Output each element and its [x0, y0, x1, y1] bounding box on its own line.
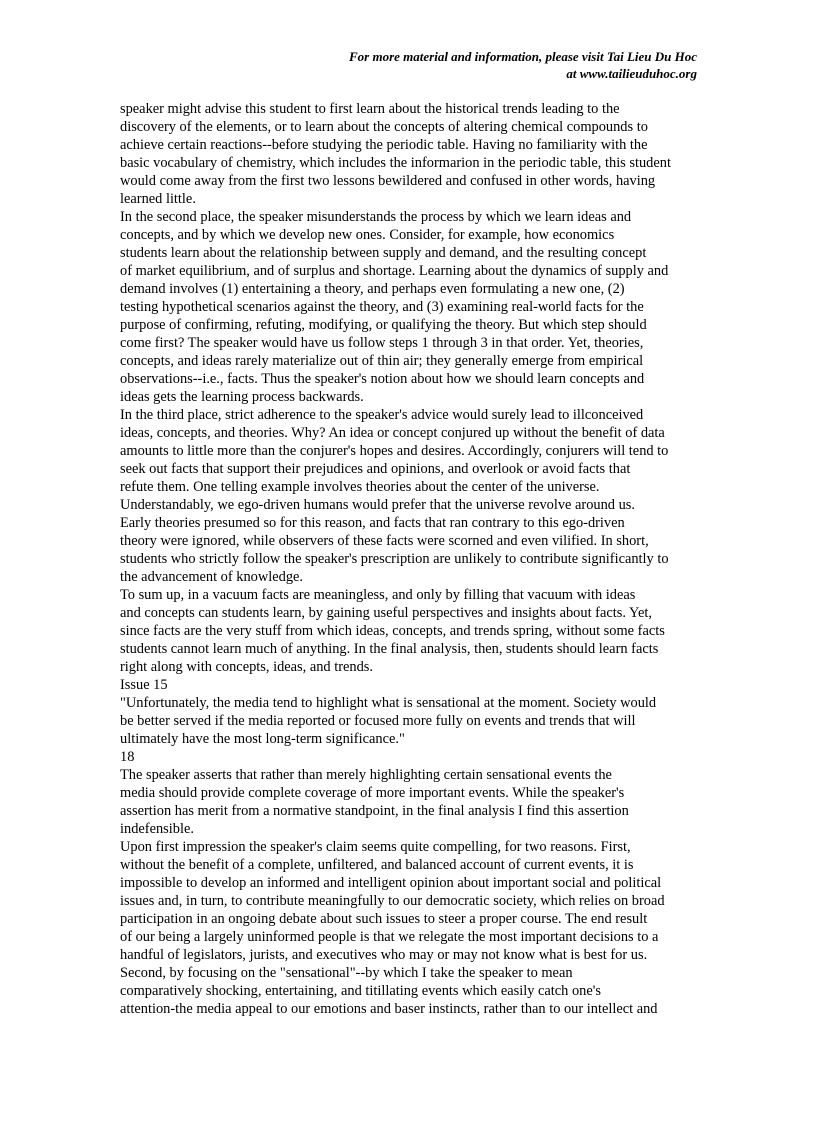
text-line: theory were ignored, while observers of these facts were scorned and even vilified. In short,	[120, 533, 649, 549]
text-line: refute them. One telling example involves theories about the center of the universe.	[120, 479, 600, 495]
text-line: Understandably, we ego-driven humans would prefer that the universe revolve around us.	[120, 497, 635, 513]
text-line: attention-the media appeal to our emotions and baser instincts, rather than to our intellect and	[120, 1001, 658, 1017]
text-line: Issue 15	[120, 677, 168, 693]
text-line: would come away from the first two lessons bewildered and confused in other words, having	[120, 173, 656, 189]
text-line: and concepts can students learn, by gaining useful perspectives and insights about facts. Yet,	[120, 605, 652, 621]
text-line: speaker might advise this student to first learn about the historical trends leading to the	[120, 101, 620, 117]
text-line: amounts to little more than the conjurer's hopes and desires. Accordingly, conjurers will tend to	[120, 443, 669, 459]
text-line: indefensible.	[120, 821, 194, 837]
text-line: assertion has merit from a normative standpoint, in the final analysis I find this assertion	[120, 803, 629, 819]
text-line: impossible to develop an informed and intelligent opinion about important social and political	[120, 875, 662, 891]
text-line: "Unfortunately, the media tend to highlight what is sensational at the moment. Society would	[120, 695, 657, 711]
text-line: basic vocabulary of chemistry, which includes the informarion in the periodic table, this student	[120, 155, 671, 171]
text-line: observations--i.e., facts. Thus the speaker's notion about how we should learn concepts and	[120, 371, 645, 387]
text-line: 18	[120, 749, 135, 765]
text-line: be better served if the media reported or focused more fully on events and trends that will	[120, 713, 636, 729]
text-line: come first? The speaker would have us follow steps 1 through 3 in that order. Yet, theories,	[120, 335, 644, 351]
text-line: handful of legislators, jurists, and executives who may or may not know what is best for us.	[120, 947, 648, 963]
text-line: of market equilibrium, and of surplus and shortage. Learning about the dynamics of supply and	[120, 263, 669, 279]
text-line: In the second place, the speaker misunderstands the process by which we learn ideas and	[120, 209, 632, 225]
text-line: discovery of the elements, or to learn about the concepts of altering chemical compounds to	[120, 119, 648, 135]
text-line: The speaker asserts that rather than merely highlighting certain sensational events the	[120, 767, 612, 783]
text-line: since facts are the very stuff from which ideas, concepts, and trends spring, without some facts	[120, 623, 665, 639]
text-line: issues and, in turn, to contribute meaningfully to our democratic society, which relies on broad	[120, 893, 665, 909]
text-line: participation in an ongoing debate about such issues to steer a proper course. The end result	[120, 911, 648, 927]
page-header	[349, 48, 697, 82]
header-line-1: For more material and information, please visit Tai Lieu Du Hoc	[348, 49, 697, 64]
text-line: right along with concepts, ideas, and trends.	[120, 659, 373, 675]
text-line: Second, by focusing on the "sensational"--by which I take the speaker to mean	[120, 965, 573, 981]
text-line: media should provide complete coverage of more important events. While the speaker's	[120, 785, 625, 801]
text-line: of our being a largely uninformed people is that we relegate the most important decisions to a	[120, 929, 659, 945]
body-text	[120, 100, 700, 1018]
text-line: ultimately have the most long-term significance."	[120, 731, 405, 747]
text-line: comparatively shocking, entertaining, and titillating events which easily catch one's	[120, 983, 601, 999]
text-line: students who strictly follow the speaker's prescription are unlikely to contribute significantly to	[120, 551, 669, 567]
text-line: demand involves (1) entertaining a theory, and perhaps even formulating a new one, (2)	[120, 281, 625, 297]
text-line: achieve certain reactions--before studying the periodic table. Having no familiarity with the	[120, 137, 648, 153]
text-line: students cannot learn much of anything. In the final analysis, then, students should learn facts	[120, 641, 659, 657]
text-line: ideas gets the learning process backwards.	[120, 389, 364, 405]
text-line: concepts, and by which we develop new ones. Consider, for example, how economics	[120, 227, 615, 243]
text-line: To sum up, in a vacuum facts are meaningless, and only by filling that vacuum with ideas	[120, 587, 636, 603]
text-line: Upon first impression the speaker's claim seems quite compelling, for two reasons. First,	[120, 839, 631, 855]
text-line: testing hypothetical scenarios against the theory, and (3) examining real-world facts for the	[120, 299, 644, 315]
text-line: purpose of confirming, refuting, modifying, or qualifying the theory. But which step should	[120, 317, 647, 333]
text-line: learned little.	[120, 191, 196, 207]
text-line: Early theories presumed so for this reason, and facts that ran contrary to this ego-driven	[120, 515, 625, 531]
text-line: In the third place, strict adherence to the speaker's advice would surely lead to illconceived	[120, 407, 644, 423]
header-line-2: at www.tailieuduhoc.org	[566, 66, 697, 81]
text-line: without the benefit of a complete, unfiltered, and balanced account of current events, it is	[120, 857, 634, 873]
text-line: ideas, concepts, and theories. Why? An idea or concept conjured up without the benefit of data	[120, 425, 665, 441]
text-line: students learn about the relationship between supply and demand, and the resulting concept	[120, 245, 647, 261]
text-line: seek out facts that support their prejudices and opinions, and overlook or avoid facts that	[120, 461, 631, 477]
text-line: the advancement of knowledge.	[120, 569, 304, 585]
text-line: concepts, and ideas rarely materialize out of thin air; they generally emerge from empirical	[120, 353, 644, 369]
